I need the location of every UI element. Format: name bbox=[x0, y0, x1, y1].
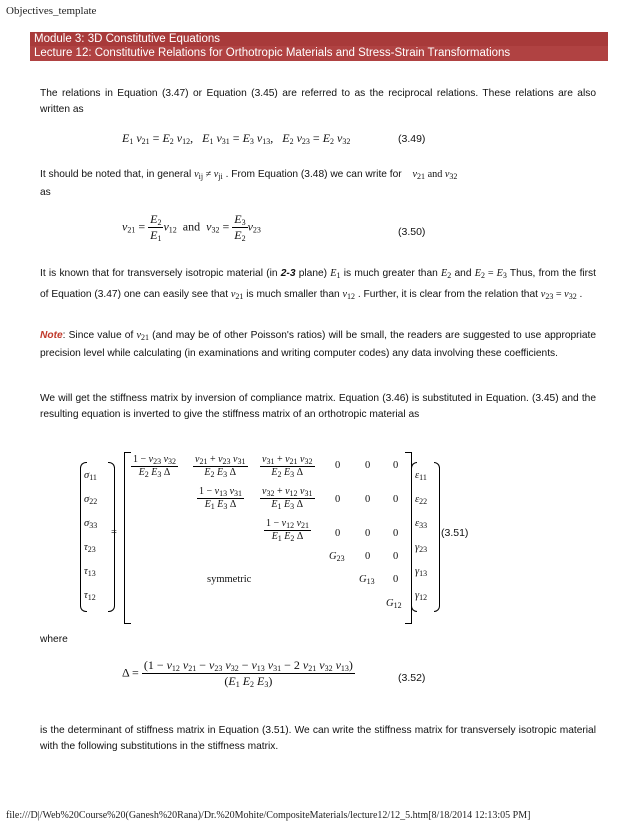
module-banner: Module 3: 3D Constitutive Equations bbox=[30, 32, 608, 46]
document-title: Objectives_template bbox=[6, 5, 97, 17]
stiffness-matrix-equation: $\sigma_{11}$ $\sigma_{22}$ $\sigma_{33}$ $\tau_{23}$ $\tau_{13}$ $\tau_{12}$ = $\frac{1 - \nu_{23} \nu_{32}}{E_2 E_3 \Delta}$ $\frac{\nu_{21} + \nu_{23} \nu_{31}}{E_2 E_3 \Delta}$ $\frac{\nu_{31} + \nu_{21} \nu_{32}}{E_2 E_3 \Delta}$ 0 0 0 $\frac{1 - \nu_{13} \nu_{31}}{E_1 E_3 \Delta}$ $\frac{\nu_{32} + \nu_{12} \nu_{31}}{E_1 E_3 \Delta}$ 0 0 0 $\frac{1 - \nu_{12} \nu_{21}}{E_1 E_2 \Delta}$ 0 0 0 $G_{23}$ 0 0 symmetric $G_{13}$ 0 $G_{12}$ $\varepsilon_{11}$ $\varepsilon_{22}$ $\varepsilon_{33}$ $\gamma_{23}$ $\gamma_{13}$ $\gamma_{12}$ bbox=[75, 452, 515, 624]
p3-text-g: . Further, it is clear from the relation that bbox=[357, 289, 538, 300]
paragraph-general-text-c: as bbox=[40, 187, 51, 198]
equation-3-52: Δ = $\frac{(1 - \nu_{12} \nu_{21} - \nu_{23} \nu_{32} - \nu_{13} \nu_{31} - 2 \nu_{21} \nu_{32} \nu_{13})}{(E_1 E_2 E_3)}$ bbox=[122, 658, 353, 689]
equation-number-3-50: (3.50) bbox=[398, 226, 426, 238]
paragraph-general-text-a: It should be noted that, in general bbox=[40, 169, 192, 180]
paragraph-stiffness: We will get the stiffness matrix by inversion of compliance matrix. Equation (3.46) is substituted in Equation. (3.45) and the resulting equation is inverted to give the stiffness matrix of an orthotropic material as bbox=[40, 393, 596, 420]
equation-3-50: $\nu_{21}$ = $\frac{E_2}{E_1}$ $\nu_{12}$ and $\nu_{32}$ = $\frac{E_3}{E_2}$ $\nu_{23}$ bbox=[122, 212, 261, 243]
p3-text-f: is much smaller than bbox=[246, 289, 340, 300]
p3-text-a: It is known that for transversely isotropic material (in bbox=[40, 268, 278, 279]
matrix-symmetric-label: symmetric bbox=[207, 574, 252, 585]
equation-3-49: $E_1$ $\nu_{21} = E_2$ $\nu_{12}$, $E_1$ $\nu_{31} = E_3$ $\nu_{13}$, $E_2$ $\nu_{23} = E_2$ $\nu_{32}$ bbox=[122, 131, 351, 146]
paragraph-general-text-b: . From Equation (3.48) we can write for bbox=[225, 169, 402, 180]
note-label: Note bbox=[40, 330, 63, 341]
paragraph-determinant: is the determinant of stiffness matrix in Equation (3.51). We can write the stiffness matrix for transversely isotropic material with the following substitutions in the stiffness matrix. bbox=[40, 725, 596, 752]
lecture-banner: Lecture 12: Constitutive Relations for Orthotropic Materials and Stress-Strain Transformations bbox=[30, 46, 608, 61]
note-paragraph: Note: Since value of $\nu_{21}$ (and may be of other Poisson's ratios) will be small, the readers are suggested to use appropriate precision level while calculating (in examinations and writing computer codes) any data involving these coefficients. bbox=[40, 330, 596, 359]
p3-text-e: Thus, from the first of Equation (3.47) one can easily see that bbox=[40, 268, 596, 300]
footer-url: file:///D|/Web%20Course%20(Ganesh%20Rana)/Dr.%20Mohite/CompositeMaterials/lecture12/12_5.htm[8/18/2014 12:13:05 PM] bbox=[6, 810, 531, 821]
equation-number-3-52: (3.52) bbox=[398, 672, 426, 684]
note-text-a: : Since value of bbox=[62, 330, 134, 341]
p3-text-b: plane) bbox=[298, 268, 328, 279]
equation-number-3-51: (3.51) bbox=[441, 527, 469, 539]
paragraph-transversely-isotropic: It is known that for transversely isotropic material (in 2-3 plane) $E_1$ is much greater than $E_2$ and $E_2 = E_3$ Thus, from the first of Equation (3.47) one can easily see that $\nu_{21}$ is much smaller than $\nu_{12}$ . Further, it is clear from the relation that $\nu_{23} = \nu_{32}$ . bbox=[40, 268, 596, 301]
paragraph-reciprocal: The relations in Equation (3.47) or Equation (3.45) are referred to as the reciprocal relations. These relations are also written as bbox=[40, 88, 596, 115]
p3-text-d: and bbox=[454, 268, 472, 279]
p3-plane: 2-3 bbox=[280, 268, 296, 279]
note-text-b: (and may be of other Poisson's ratios) will be small, the readers are suggested to use appropriate precision level while calculating (in examinations and writing computer codes) any data involving these coefficients. bbox=[40, 330, 596, 359]
paragraph-general: It should be noted that, in general $\nu_{ij} \ne \nu_{ji}$ . From Equation (3.48) we can write for $\nu_{21}$ and $\nu_{32}$ as bbox=[40, 169, 458, 198]
p3-text-c: is much greater than bbox=[343, 268, 438, 279]
where-label: where bbox=[40, 634, 68, 645]
equation-number-3-49: (3.49) bbox=[398, 133, 426, 145]
